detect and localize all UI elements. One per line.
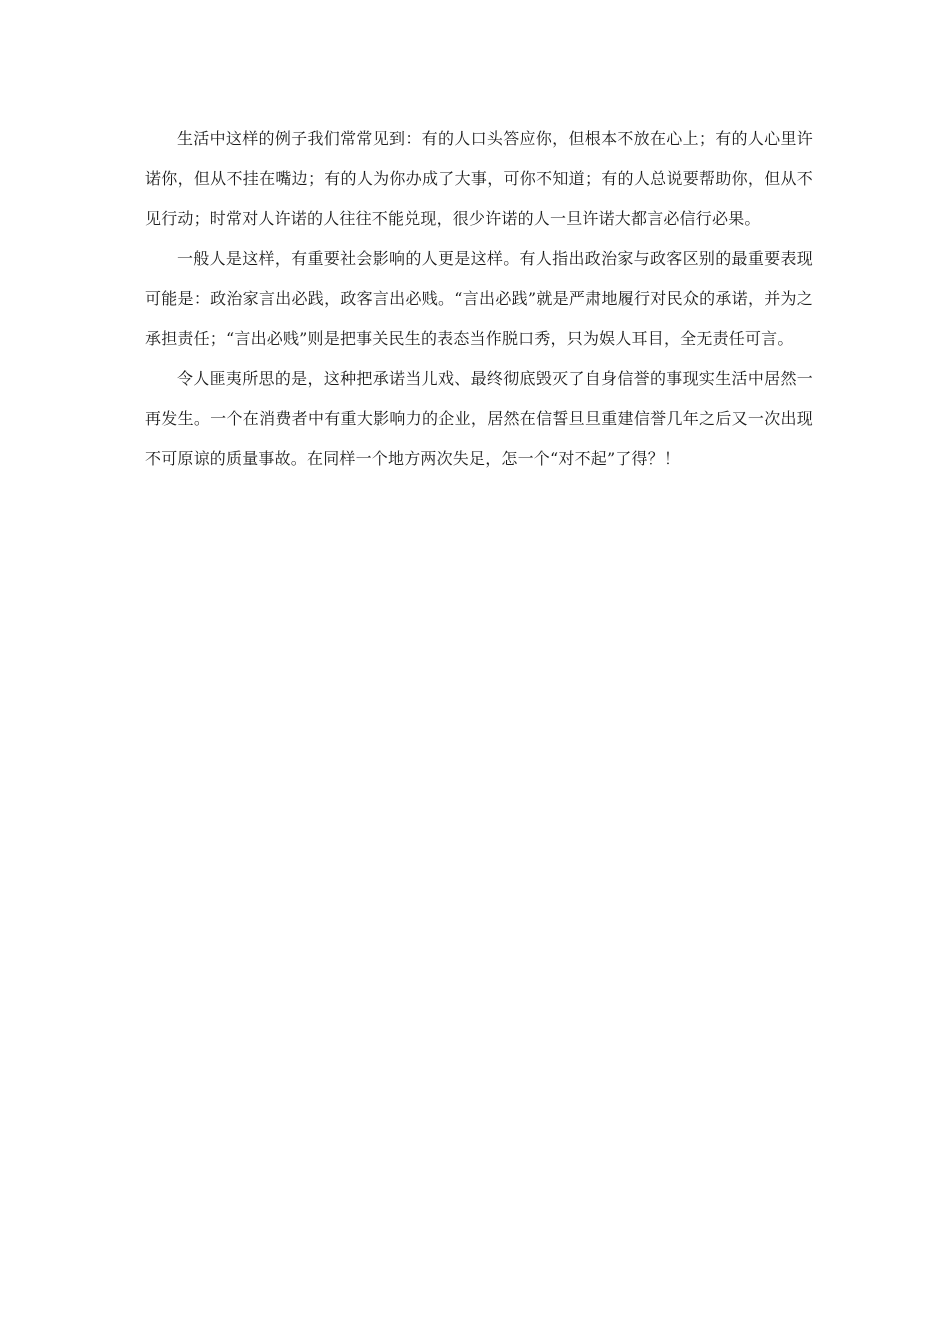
document-body [145,119,813,479]
paragraph-2: 一般人是这样，有重要社会影响的人更是这样。有人指出政治家与政客区别的最重要表现可能是：政治家言出必践，政客言出必贱。“言出必践”就是严肃地履行对民众的承诺，并为之承担责任；“言出必贱”则是把事关民生的表态当作脱口秀，只为娱人耳目，全无责任可言。 [145,249,813,348]
paragraph-3: 令人匪夷所思的是，这种把承诺当儿戏、最终彻底毁灭了自身信誉的事现实生活中居然一再发生。一个在消费者中有重大影响力的企业，居然在信誓旦旦重建信誉几年之后又一次出现不可原谅的质量事故。在同样一个地方两次失足，怎一个“对不起”了得？！ [145,369,813,468]
paragraph-1: 生活中这样的例子我们常常见到：有的人口头答应你，但根本不放在心上；有的人心里许诺你，但从不挂在嘴边；有的人为你办成了大事，可你不知道；有的人总说要帮助你，但从不见行动；时常对人许诺的人往往不能兑现，很少许诺的人一旦许诺大都言必信行必果。 [145,129,813,228]
